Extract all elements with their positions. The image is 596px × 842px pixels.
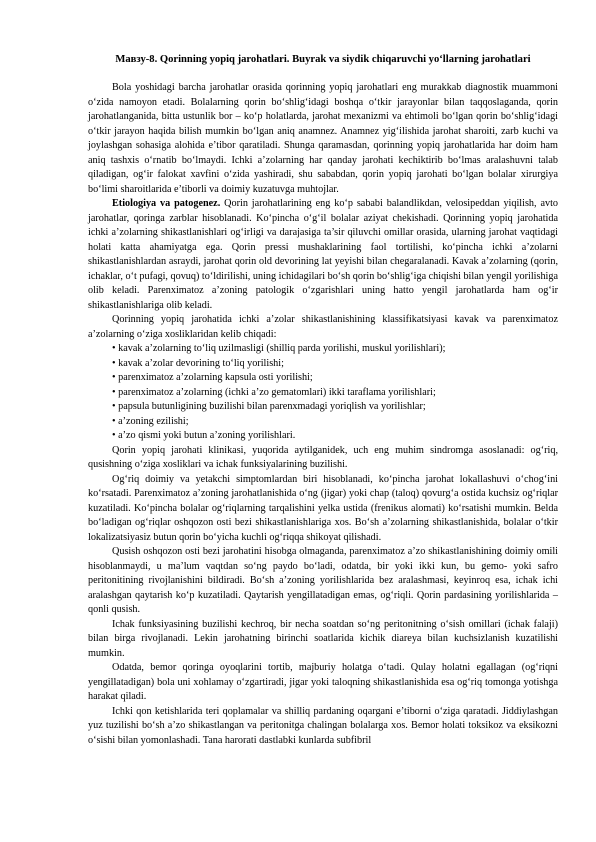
list-item: • kavak a’zolar devorining to‘liq yorilishi; <box>112 357 558 372</box>
paragraph-clinic: Qorin yopiq jarohati klinikasi, yuqorida aytilganidek, uch eng muhim sindromga asoslanadi: og‘riq, qusishning o‘ziga xosliklari va ichak funksiyalarining buzilishi. <box>88 444 558 470</box>
classification-list <box>88 342 558 444</box>
paragraph-posture: Odatda, bemor qoringa oyoqlarini tortib, majburiy holatga o‘tadi. Qulay holatni egallagan (og‘riqni yengillatadigan) bola uni xohlamay o‘zgartiradi, jigar yoki taloqning shikastlanishida esa og‘riq tomonga yotishga harakat qiladi. <box>88 662 558 702</box>
list-item: • a’zoning ezilishi; <box>112 415 558 430</box>
list-item: • a’zo qismi yoki butun a’zoning yorilishlari. <box>112 429 558 444</box>
paragraph-vomiting: Qusish oshqozon osti bezi jarohatini hisobga olmaganda, parenximatoz a’zo shikastlanishining doimiy omili hisoblanmaydi, u ma’lum vaqtdan so‘ng paydo bo‘ladi, odatda, bir yoki ikki kun, bu gemo- yoki safro peritonitining rivojlanishini bildiradi. Bo‘sh a’zoning yorilishlarida bez aralashmasi, keyinroq esa, ichak ichi aralashgan qaytarish ko‘p kuzatiladi. Qaytarish yengillatadigan emas, og‘riqli. Qorin pardasining yorilishlarida – qonli qusish. <box>88 546 558 615</box>
paragraph-intro: Bola yoshidagi barcha jarohatlar orasida qorinning yopiq jarohatlari eng murakkab diagnostik muammoni o‘zida namoyon etadi. Bolalarning qorin bo‘shlig‘idagi boshqa o‘tkir jarayonlar bilan taqqoslaganda, qorin jarohatlanganida, bitta ustunlik bor – ko‘p holatlarda, jarohat mexanizmi va ehtimoli bo‘lgan qorin bo‘shlig‘idagi o‘tkir jarayon haqida bilish mumkin bo‘lgan aniq anamnez. Anamnez yig‘ilishida jarohat sharoiti, zarb kuchi va joylashgan sohasiga alohida e’tibor qaratiladi. Shunga qaramasdan, qorinning yopiq jarohatlarida har doim ham aniq tashxis o‘rnatib bo‘lmaydi. Ichki a’zolarning har qanday jarohati kechiktirib bo‘lmas aralashuvni talab qiladigan, og‘ir falokat xavfini o‘zida yashiradi, shu sababdan, qorin yopiq jarohati bo‘lgan bolalar xirurgiya bo‘limi sharoitlarida e’tiborli va doimiy kuzatuvga muhtojlar. <box>88 82 558 195</box>
list-item: • kavak a’zolarning to‘liq uzilmasligi (shilliq parda yorilishi, muskul yorilishlari); <box>112 342 558 357</box>
paragraph-bleeding: Ichki qon ketishlarida teri qoplamalar va shilliq pardaning oqargani e’tiborni o‘ziga qaratadi. Jiddiylashgan yuz tuzilishi bo‘sh a’zo shikastlangan va peritonitga chalingan bolalarga xos. Bemor holati toksikoz va eksikozni o‘sishi bilan yomonlashadi. Tana harorati dastlabki kunlarda subfibril <box>88 705 558 746</box>
page-title: Мавзу-8. Qorinning yopiq jarohatlari. Buyrak va siydik chiqaruvchi yo‘llarning jarohatlari <box>115 54 531 65</box>
list-item: • papsula butunligining buzilishi bilan parenxmadagi yoriqlish va yorilishlar; <box>112 400 558 415</box>
paragraph-classification: Qorinning yopiq jarohatida ichki a’zolar shikastlanishining klassifikatsiyasi kavak va parenximatoz a’zolarning o‘ziga xosliklaridan kelib chiqadi: <box>88 314 558 340</box>
document-page <box>88 52 558 748</box>
list-item: • parenximatoz a’zolarning (ichki a’zo gematomlari) ikki taraflama yorilishlari; <box>112 386 558 401</box>
paragraph-pain: Og‘riq doimiy va yetakchi simptomlardan biri hisoblanadi, ko‘pincha jarohat lokallashuvi o‘chog‘ini ko‘rsatadi. Parenximatoz a’zoning jarohatlanishida o‘ng (jigar) yoki chap (taloq) qovurg‘a ostida kuchsiz og‘riqlar kuzatiladi. Ko‘pincha bolalar og‘riqlarning tarqalishini yelka ustida (frenikus alomati) ko‘rsatishi mumkin. Belda bo‘ladigan og‘riqlar oshqozon osti bezi shikastlanishlariga xos. Bo‘sh a’zolarning shikastlanishida, bolalar o‘tkir lokalizatsiyasiz butun qorin bo‘yicha kuchli og‘riqqa shikoyat qilishadi. <box>88 473 558 543</box>
etiology-heading: Etiologiya va patogenez. <box>112 198 221 209</box>
paragraph-etiology <box>88 197 558 313</box>
list-item: • parenximatoz a’zolarning kapsula osti yorilishi; <box>112 371 558 386</box>
etiology-text: Qorin jarohatlarining eng ko‘p sababi balandlikdan, velosipeddan yiqilish, avto jarohatlar, qoringa zarblar hisoblanadi. Ko‘pincha o‘g‘il bolalar aziyat chekishadi. Qorinning yopiq jarohatida ichki a’zolarning shikastlanishlari og‘irligi va darajasiga ta’sir qiluvchi omillar orasida, ularning jarohat vaqtidagi holati katta ahamiyatga ega. Qorin pressi mushaklarining faol tortilishi, ko‘pincha ichki a’zolarni shikastlanishlardan asraydi, jarohat qorin old devorining lat yeyishi bilan chegaralanadi. Kavak a’zolarning (qorin, ichaklar, o‘t pufagi, qovuq) to‘ldirilishi, uning ichidagilari bo‘sh qorin bo‘shlig‘iga chiqishi bilan yengil yorilishiga olib keladi. Parenximatoz a’zoning patologik o‘zgarishlari uning hatto yengil jarohatlarda ham og‘ir shikastlanishlariga olib keladi. <box>88 198 558 311</box>
paragraph-bowel-function: Ichak funksiyasining buzilishi kechroq, bir necha soatdan so‘ng peritonitning o‘sish omillari (ichak falaji) bilan birga rivojlanadi. Lekin jarohatning birinchi soatlarida kichik diareya bilan kuchsizlanish kuzatilishi mumkin. <box>88 618 558 659</box>
